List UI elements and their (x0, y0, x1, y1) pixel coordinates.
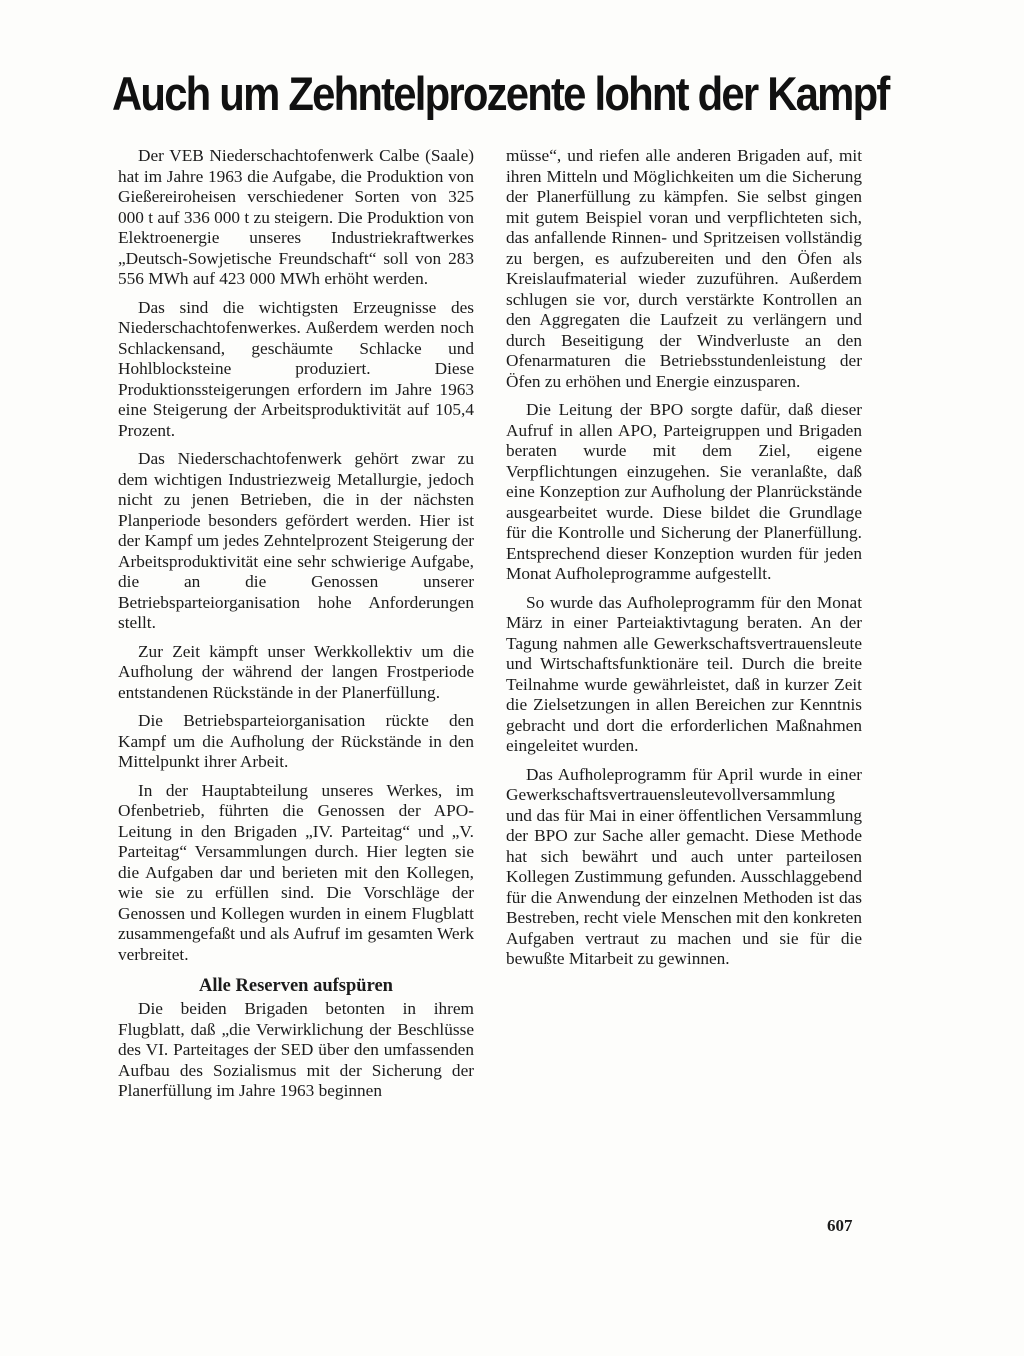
paragraph: So wurde das Aufholeprogramm für den Monat März in einer Parteiaktivtagung beraten. An der Tagung nahmen alle Gewerkschaftsvertrauensleute und Wirtschaftsfunktionäre teil. Durch die breite Teilnahme wurde gewährleistet, daß in kurzer Zeit die Zielsetzungen in allen Bereichen zur Kenntnis gebracht und dort die erforderlichen Maßnahmen eingeleitet wurden. (506, 592, 862, 755)
right-column (506, 146, 862, 970)
paragraph: Das Aufholeprogramm für April wurde in einer Gewerkschaftsvertrauensleutevollversammlung und das für Mai in einer öffentlichen Versammlung der BPO zur Sache aller gemacht. Diese Methode hat sich bewährt und auch unter parteilosen Kollegen Zustimmung gefunden. Ausschlaggebend für die Anwendung der einzelnen Methoden ist das Bestreben, recht viele Menschen mit den konkreten Aufgaben vertraut zu machen und sie für die bewußte Mitarbeit zu gewinnen. (506, 764, 862, 968)
page-title: Auch um Zehntelprozente lohnt der Kampf (112, 67, 889, 120)
paragraph: Die Betriebsparteiorganisation rückte den Kampf um die Aufholung der Rückstände in den Mittelpunkt ihrer Arbeit. (118, 711, 474, 771)
paragraph: Zur Zeit kämpft unser Werkkollektiv um die Aufholung der während der langen Frostperiode entstandenen Rückstände in der Planerfüllung. (118, 641, 474, 702)
paragraph: Das sind die wichtigsten Erzeugnisse des Niederschachtofenwerkes. Außerdem werden noch Schlackensand, geschäumte Schlacke und Hohlblocksteine produziert. Diese Produktionssteigerungen erfordern im Jahre 1963 eine Steigerung der Arbeitsproduktivität auf 105,4 Prozent. (118, 297, 474, 440)
section-heading: Alle Reserven aufspüren (199, 976, 393, 996)
paragraph: Die beiden Brigaden betonten in ihrem Flugblatt, daß „die Verwirklichung der Beschlüsse des VI. Parteitages der SED über den umfassenden Aufbau des Sozialismus mit der Sicherung der Planerfüllung im Jahre 1963 beginnen (118, 999, 474, 1100)
paragraph: Der VEB Niederschachtofenwerk Calbe (Saale) hat im Jahre 1963 die Aufgabe, die Produktion von Gießereiroheisen verschiedener Sorten von 325 000 t auf 336 000 t zu steigern. Die Produktion von Elektroenergie unseres Industriekraftwerkes „Deutsch-Sowjetische Freundschaft“ soll von 283 556 MWh auf 423 000 MWh erhöht werden. (118, 146, 474, 288)
paragraph: In der Hauptabteilung unseres Werkes, im Ofenbetrieb, führten die Genossen der APO-Leitung in den Brigaden „IV. Parteitag“ und „V. Parteitag“ Versammlungen durch. Hier legten sie die Aufgaben dar und berieten mit den Kollegen, wie sie zu erfüllen sind. Die Vorschläge der Genossen und Kollegen wurden in einem Flugblatt zusammengefaßt und als Aufruf im gesamten Werk verbreitet. (118, 780, 474, 964)
paragraph: müsse“, und riefen alle anderen Brigaden auf, mit ihren Mitteln und Möglichkeiten um die Sicherung der Planerfüllung zu kämpfen. Sie selbst gingen mit gutem Beispiel voran und verpflichteten sich, das anfallende Rinnen- und Spritzeisen vollständig zu bergen, es aufzubereiten und den Öfen als Kreislaufmaterial wieder zuzuführen. Außerdem schlugen sie vor, durch verstärkte Kontrollen an den Aggregaten die Laufzeit zu verlängern und durch Beseitigung der Windverluste an den Ofenarmaturen die Betriebsstundenleistung der Öfen zu erhöhen und Energie einzusparen. (506, 146, 862, 391)
paragraph: Die Leitung der BPO sorgte dafür, daß dieser Aufruf in allen APO, Parteigruppen und Brigaden beraten wurde mit dem Ziel, eigene Verpflichtungen einzugehen. Sie veranlaßte, daß eine Konzeption zur Aufholung der Planrückstände ausgearbeitet wurde. Diese bildet die Grundlage für die Kontrolle und Sicherung der Planerfüllung. Entsprechend dieser Konzeption wurden für jeden Monat Aufholeprogramme aufgestellt. (506, 400, 862, 583)
left-column (118, 146, 474, 1102)
paragraph: Das Niederschachtofenwerk gehört zwar zu dem wichtigen Industriezweig Metallurgie, jedoch nicht zu jenen Betrieben, die in der nächsten Planperiode besonders gefördert werden. Hier ist der Kampf um jedes Zehntelprozent Steigerung der Arbeitsproduktivität eine sehr schwierige Aufgabe, die an die Genossen unserer Betriebsparteiorganisation hohe Anforderungen stellt. (118, 449, 474, 632)
page-number: 607 (827, 1216, 853, 1235)
